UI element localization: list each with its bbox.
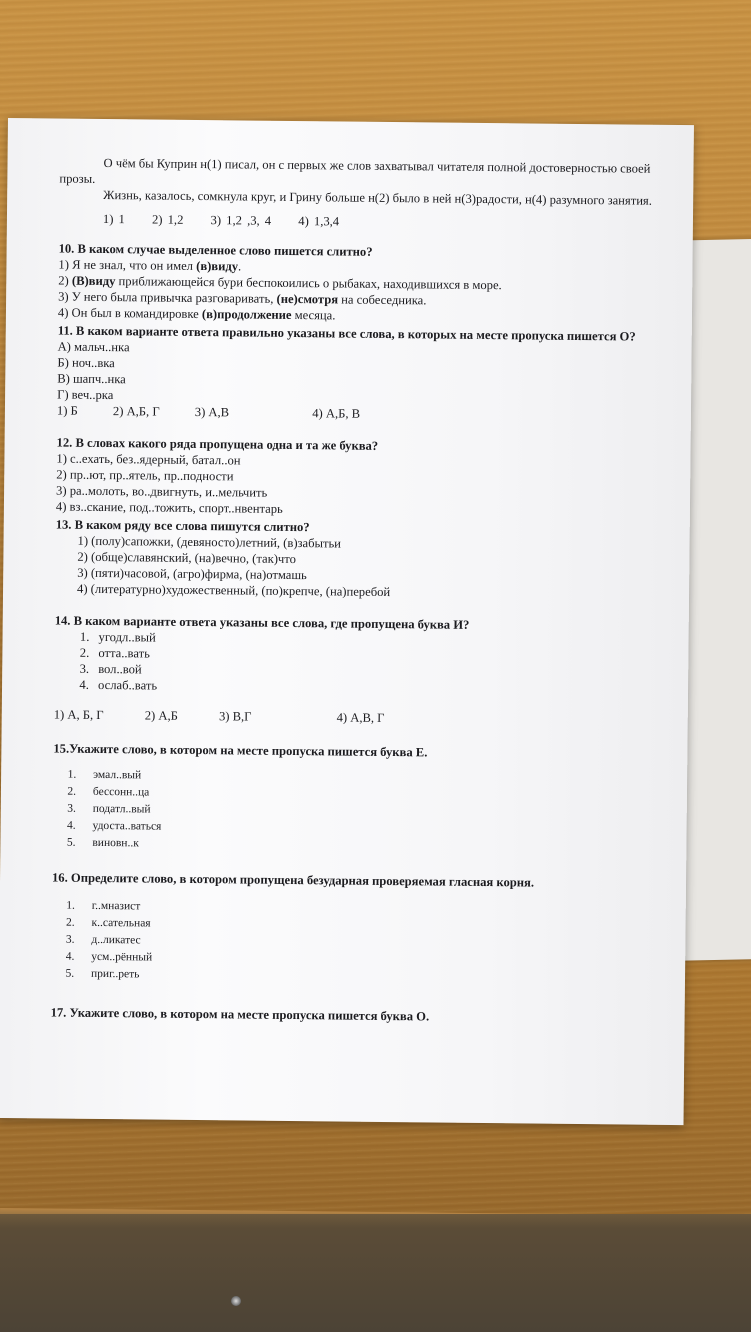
question-11 [57, 323, 678, 425]
question-title: 13. В каком ряду все слова пишутся слитно? [55, 517, 310, 535]
question-10 [58, 241, 679, 327]
question-15 [52, 741, 673, 858]
question-title: 11. В каком варианте ответа правильно указаны все слова, в которых на месте пропуска пишется О? [57, 323, 636, 344]
list-item: 1. г..мназист [78, 898, 672, 921]
answer-option: 2) А,Б [144, 708, 178, 723]
question-16 [51, 870, 672, 989]
question-14 [54, 613, 675, 729]
answer-option: 1) Б [56, 403, 78, 418]
answer-options [54, 707, 674, 729]
list-item: 5. виновн..к [78, 835, 672, 858]
list-item: 4. ослаб..вать [92, 677, 674, 699]
answer-option: 2) 1,2 [151, 212, 184, 227]
question-item: 1) Я не знал, что он имел (в)виду. [58, 257, 242, 274]
list-item: 2. к..сательная [77, 915, 671, 938]
question-title: 12. В словах какого ряда пропущена одна и та же буква? [56, 435, 379, 453]
list-item: 4. удоста..ваться [78, 818, 672, 841]
question-item: 1) (полу)сапожки, (девяносто)летний, (в)забытьи [77, 533, 342, 551]
answer-option: 4) 1,3,4 [298, 214, 340, 229]
intro-task [59, 155, 680, 233]
list-item: 3. д..ликатес [77, 932, 671, 955]
answer-option: 3) 1,2 ,3, 4 [210, 213, 272, 228]
question-item: 3) У него была привычка разговаривать, (не)смотря на собеседника. [58, 289, 427, 308]
sheet-content [51, 155, 680, 1027]
list-item: 2. отта..вать [92, 645, 674, 667]
question-item: 3) (пяти)часовой, (агро)фирма, (на)отмашь [77, 565, 307, 583]
list-item: 5. приг..реть [77, 966, 671, 989]
question-title: 16. Определите слово, в котором пропущена безударная проверяемая гласная корня. [51, 870, 535, 890]
answer-option: 3) А,В [194, 404, 230, 420]
question-list [52, 767, 673, 858]
question-item: 1) с..ехать, без..ядерный, батал..он [56, 451, 241, 468]
question-item: 4) вз..скание, под..тожить, спорт..нвентарь [55, 499, 283, 516]
question-item: 3) ра..молоть, во..двигнуть, и..мельчить [56, 483, 268, 500]
list-item: 3. вол..вой [92, 661, 674, 683]
list-item: 3. податл..вый [79, 801, 673, 824]
question-12 [56, 435, 677, 521]
question-item: В) шапч..нка [57, 371, 126, 387]
answer-option: 1) А, Б, Г [53, 707, 104, 723]
screw-icon [231, 1296, 241, 1306]
question-title: 10. В каком случае выделенное слово пишется слитно? [58, 241, 373, 259]
question-13 [55, 517, 676, 603]
question-list [51, 898, 672, 989]
question-item: 4) (литературно)художественный, (по)крепче, (на)перебой [77, 581, 391, 600]
answer-option: 4) А,В, Г [336, 710, 385, 725]
question-item: 2) (В)виду приближающейся бури беспокоились о рыбаках, находившихся в море. [58, 273, 502, 293]
table-edge [0, 1214, 751, 1332]
intro-line-1: О чём бы Куприн н(1) писал, он с первых же слов захватывал читателя полной достоверностью своей прозы. [59, 156, 651, 186]
answer-option: 3) В,Г [218, 709, 252, 724]
question-title: 15.Укажите слово, в котором на месте пропуска пишется буква Е. [53, 741, 428, 760]
list-item: 1. угодл..вый [92, 629, 674, 651]
intro-line-2: Жизнь, казалось, сомкнула круг, и Грину больше н(2) было в ней н(3)радости, н(4) разумного занятия. [103, 188, 652, 208]
question-item: 2) (обще)славянский, (на)вечно, (так)что [77, 549, 297, 567]
answer-option: 4) А,Б, В [312, 406, 361, 421]
question-item: 2) пр..ют, пр..ятель, пр..подности [56, 467, 234, 484]
list-item: 1. эмал..вый [79, 767, 673, 790]
question-item: А) мальч..нка [57, 339, 130, 355]
question-item: Б) ноч..вка [57, 355, 115, 371]
answer-option: 1) 1 [102, 212, 125, 227]
question-list [54, 629, 675, 699]
list-item: 4. усм..рённый [77, 949, 671, 972]
intro-options [59, 211, 679, 233]
question-item: Г) веч..рка [57, 387, 114, 403]
question-item: 4) Он был в командировке (в)продолжение месяца. [57, 305, 336, 323]
test-sheet [0, 118, 694, 1125]
question-title: 14. В каком варианте ответа указаны все слова, где пропущена буква И? [54, 613, 470, 632]
question-title: 17. Укажите слово, в котором на месте пропуска пишется буква О. [50, 1005, 430, 1024]
list-item: 2. бессонн..ца [79, 784, 673, 807]
question-17 [51, 1004, 671, 1026]
answer-option: 2) А,Б, Г [112, 404, 160, 419]
